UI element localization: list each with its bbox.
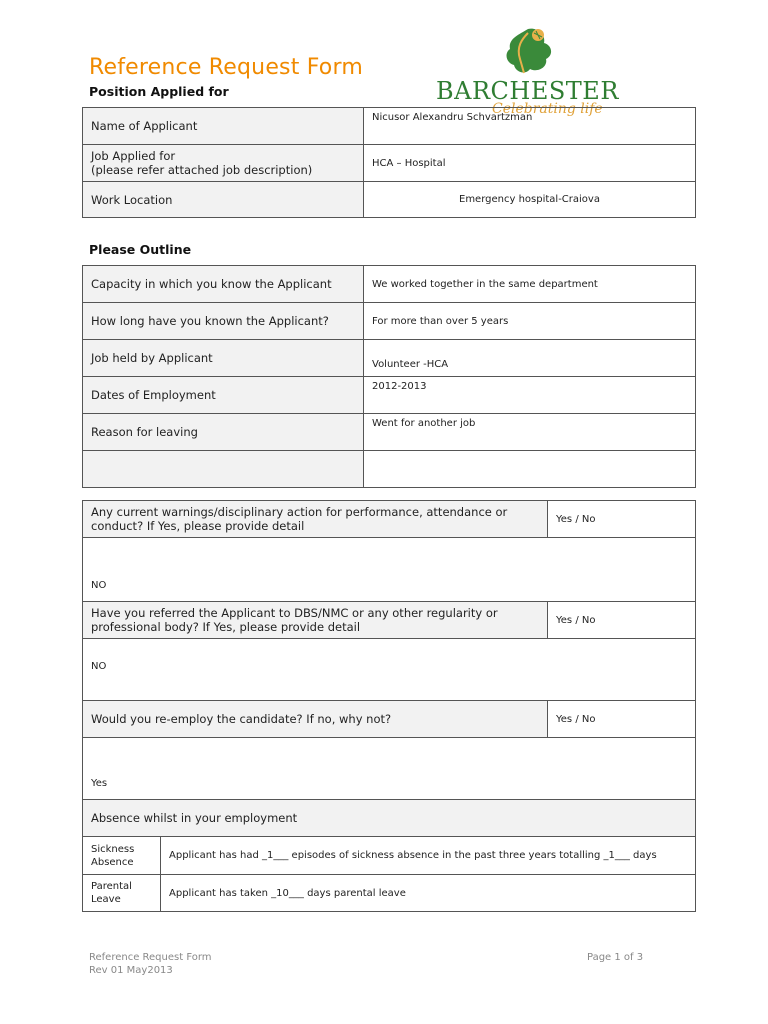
parental-leave-label	[83, 875, 161, 912]
table-row	[83, 738, 696, 800]
dates-of-employment-label: Dates of Employment	[83, 377, 364, 414]
position-applied-heading: Position Applied for	[89, 84, 229, 99]
how-long-field[interactable]: For more than over 5 years	[364, 303, 696, 340]
job-held-label: Job held by Applicant	[83, 340, 364, 377]
name-of-applicant-label: Name of Applicant	[83, 108, 364, 145]
sickness-absence-field[interactable]: Applicant has had _1___ episodes of sickness absence in the past three years totalling _1___ days	[161, 837, 696, 875]
name-of-applicant-field[interactable]: Nicusor Alexandru Schvartzman	[364, 108, 696, 145]
job-applied-label-line1: Job Applied for	[91, 149, 176, 163]
questions-table	[82, 500, 696, 912]
logo-tagline: Celebrating life	[492, 101, 603, 117]
table-row	[83, 701, 696, 738]
work-location-label: Work Location	[83, 182, 364, 218]
table-row	[83, 501, 696, 538]
table-row	[83, 538, 696, 602]
table-row	[83, 108, 696, 145]
re-employ-yes-no[interactable]: Yes / No	[548, 701, 696, 738]
blank-label	[83, 451, 364, 488]
warnings-yes-no[interactable]: Yes / No	[548, 501, 696, 538]
table-row	[83, 182, 696, 218]
table-row	[83, 377, 696, 414]
footer-form-name: Reference Request Form	[89, 952, 212, 963]
please-outline-heading: Please Outline	[89, 242, 192, 257]
sickness-label-line1: Sickness	[91, 843, 135, 855]
footer-page-number: Page 1 of 3	[587, 952, 644, 963]
absence-heading: Absence whilst in your employment	[83, 800, 696, 837]
sickness-absence-label	[83, 837, 161, 875]
table-row	[83, 837, 696, 875]
table-row	[83, 451, 696, 488]
page-title: Reference Request Form	[89, 55, 363, 80]
job-applied-label-line2: (please refer attached job description)	[91, 163, 313, 177]
re-employ-answer[interactable]: Yes	[83, 738, 696, 800]
table-row	[83, 800, 696, 837]
warnings-answer[interactable]: NO	[83, 538, 696, 602]
position-table	[82, 107, 696, 218]
table-row	[83, 303, 696, 340]
table-row	[83, 145, 696, 182]
table-row	[83, 340, 696, 377]
parental-label-line1: Parental	[91, 881, 132, 892]
dbs-nmc-yes-no[interactable]: Yes / No	[548, 602, 696, 639]
job-held-field[interactable]: Volunteer -HCA	[364, 340, 696, 377]
table-row	[83, 639, 696, 701]
table-row	[83, 266, 696, 303]
dbs-nmc-question: Have you referred the Applicant to DBS/NMC or any other regularity or professional body? If Yes, please provide detail	[83, 602, 548, 639]
parental-label-line2: Leave	[91, 894, 121, 905]
job-applied-label	[83, 145, 364, 182]
dates-of-employment-field[interactable]: 2012-2013	[364, 377, 696, 414]
table-row	[83, 875, 696, 912]
blank-field[interactable]	[364, 451, 696, 488]
sickness-label-line2: Absence	[91, 856, 134, 868]
table-row	[83, 602, 696, 639]
capacity-label: Capacity in which you know the Applicant	[83, 266, 364, 303]
dbs-nmc-answer[interactable]: NO	[83, 639, 696, 701]
footer-revision: Rev 01 May2013	[89, 965, 173, 976]
work-location-field[interactable]: Emergency hospital-Craiova	[364, 182, 696, 218]
reason-for-leaving-field[interactable]: Went for another job	[364, 414, 696, 451]
re-employ-question: Would you re-employ the candidate? If no, why not?	[83, 701, 548, 738]
job-applied-field[interactable]: HCA – Hospital	[364, 145, 696, 182]
how-long-label: How long have you known the Applicant?	[83, 303, 364, 340]
warnings-question: Any current warnings/disciplinary action for performance, attendance or conduct? If Yes, please provide detail	[83, 501, 548, 538]
table-row	[83, 414, 696, 451]
reason-for-leaving-label: Reason for leaving	[83, 414, 364, 451]
capacity-field[interactable]: We worked together in the same department	[364, 266, 696, 303]
logo-wordmark: BARCHESTER	[436, 77, 619, 105]
oak-leaf-icon	[498, 25, 558, 80]
parental-leave-field[interactable]: Applicant has taken _10___ days parental leave	[161, 875, 696, 912]
outline-table	[82, 265, 696, 488]
